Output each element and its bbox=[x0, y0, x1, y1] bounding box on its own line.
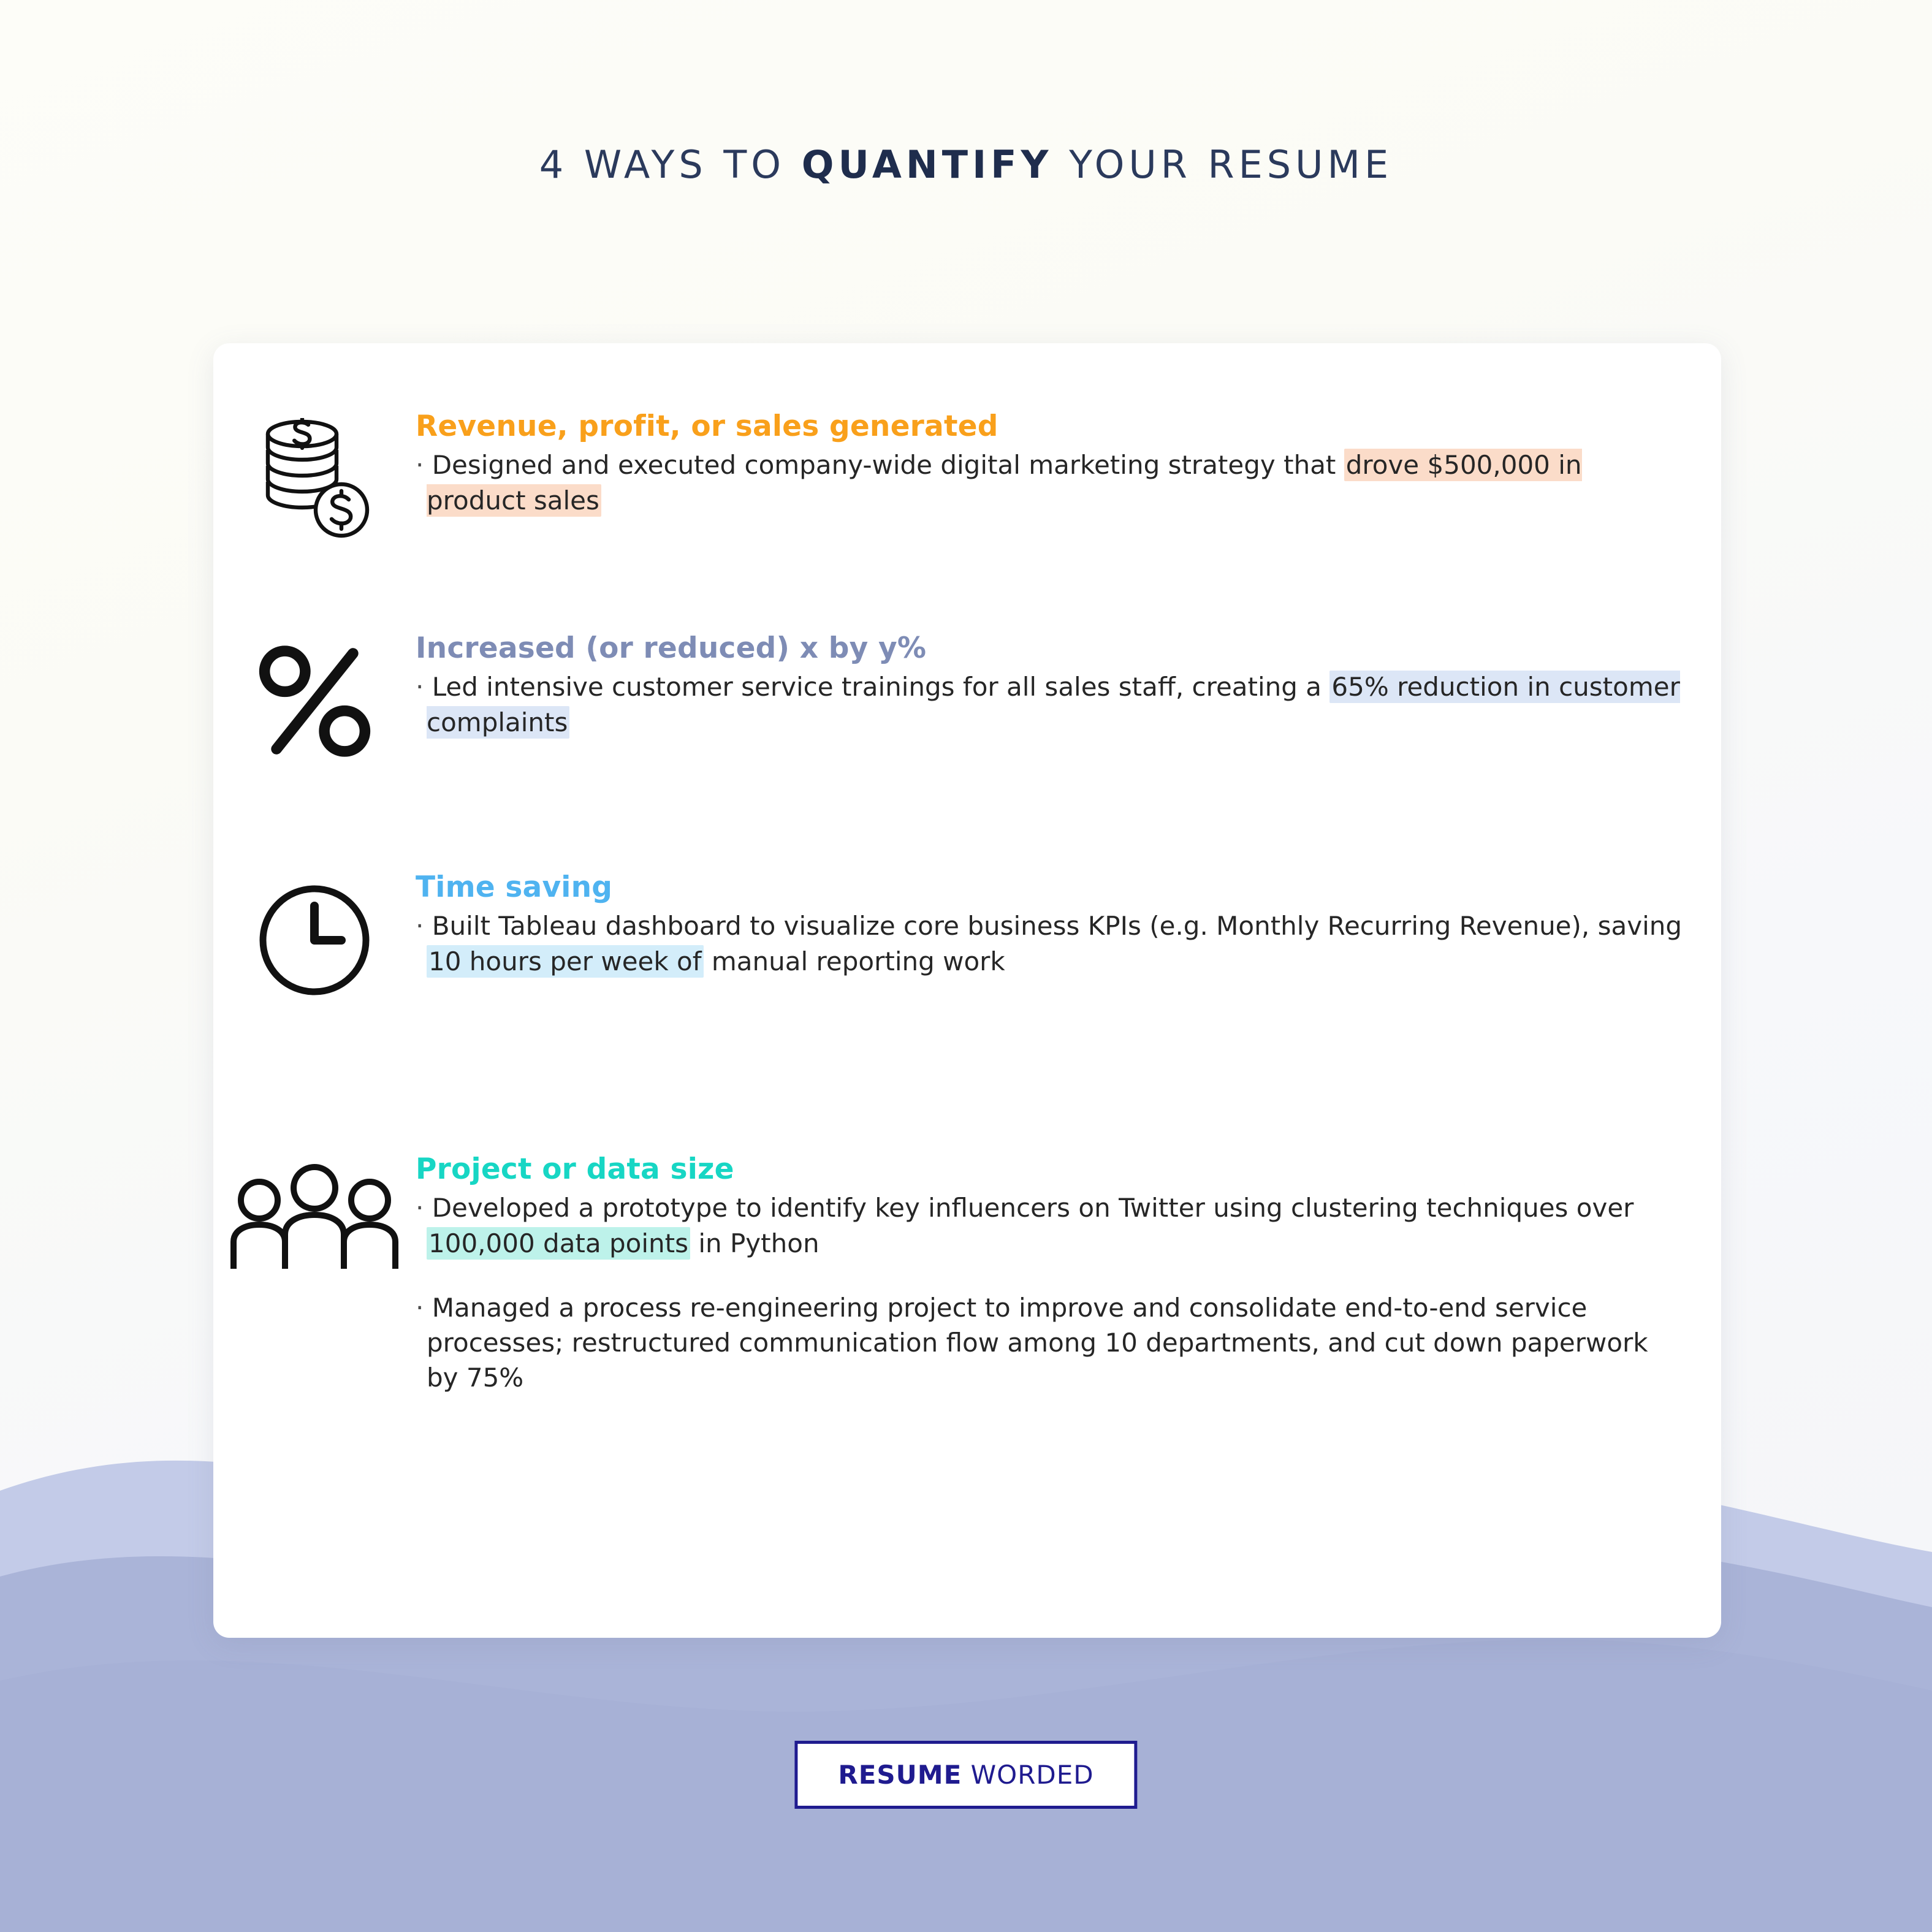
section-revenue bbox=[213, 409, 1721, 547]
bullet-text-pre: Designed and executed company-wide digital marketing strategy that bbox=[432, 450, 1344, 481]
bullet-text-pre: Led intensive customer service trainings for all sales staff, creating a bbox=[432, 672, 1330, 702]
section-heading: Increased (or reduced) x by y% bbox=[416, 631, 927, 665]
section-time-saving bbox=[213, 870, 1721, 1002]
bullet-item bbox=[416, 447, 1684, 517]
section-heading: Time saving bbox=[416, 870, 613, 904]
bullet-highlight: 10 hours per week of bbox=[427, 945, 704, 978]
bullet-text-post: manual reporting work bbox=[703, 946, 1005, 976]
people-icon bbox=[213, 1152, 416, 1277]
bullet-text-pre: Managed a process re-engineering project to improve and consolidate end-to-end service processes; restructured communication flow among 10 departments, and cut down paperwork by 75% bbox=[427, 1292, 1648, 1393]
bullet-highlight: 100,000 data points bbox=[427, 1227, 690, 1260]
bullet-marker: · bbox=[416, 450, 424, 481]
percent-icon bbox=[213, 631, 416, 763]
page-title bbox=[0, 142, 1932, 187]
bullet-highlight: 65% reduction in customer complaints bbox=[427, 672, 1680, 737]
content-card bbox=[213, 343, 1721, 1638]
bullet-marker: · bbox=[416, 911, 424, 941]
title-part-1: 4 WAYS TO bbox=[539, 142, 802, 187]
bullet-marker: · bbox=[416, 672, 424, 702]
section-heading: Project or data size bbox=[416, 1152, 734, 1186]
title-part-2: YOUR RESUME bbox=[1052, 142, 1393, 187]
title-emphasis: QUANTIFY bbox=[801, 142, 1053, 187]
clock-icon bbox=[213, 870, 416, 1002]
bullet-item bbox=[416, 908, 1684, 978]
bullet-item bbox=[416, 1190, 1684, 1260]
bullet-item bbox=[416, 1290, 1684, 1395]
bullet-text-pre: Built Tableau dashboard to visualize core business KPIs (e.g. Monthly Recurring Revenue), saving bbox=[432, 911, 1683, 941]
section-heading: Revenue, profit, or sales generated bbox=[416, 409, 998, 443]
bullet-item bbox=[416, 669, 1684, 739]
brand-name-bold: RESUME bbox=[838, 1760, 962, 1790]
bullet-marker: · bbox=[416, 1193, 424, 1223]
section-project-data-size bbox=[213, 1152, 1721, 1395]
bullet-marker: · bbox=[416, 1292, 424, 1323]
brand-name-regular: WORDED bbox=[962, 1760, 1094, 1790]
coins-icon bbox=[213, 409, 416, 547]
bullet-text-pre: Developed a prototype to identify key influencers on Twitter using clustering techniques over bbox=[432, 1193, 1634, 1223]
brand-badge[interactable] bbox=[794, 1741, 1137, 1809]
bullet-text-post: in Python bbox=[690, 1228, 820, 1258]
bullet-highlight: drove $500,000 in product sales bbox=[427, 450, 1582, 515]
section-increase-reduce bbox=[213, 631, 1721, 763]
